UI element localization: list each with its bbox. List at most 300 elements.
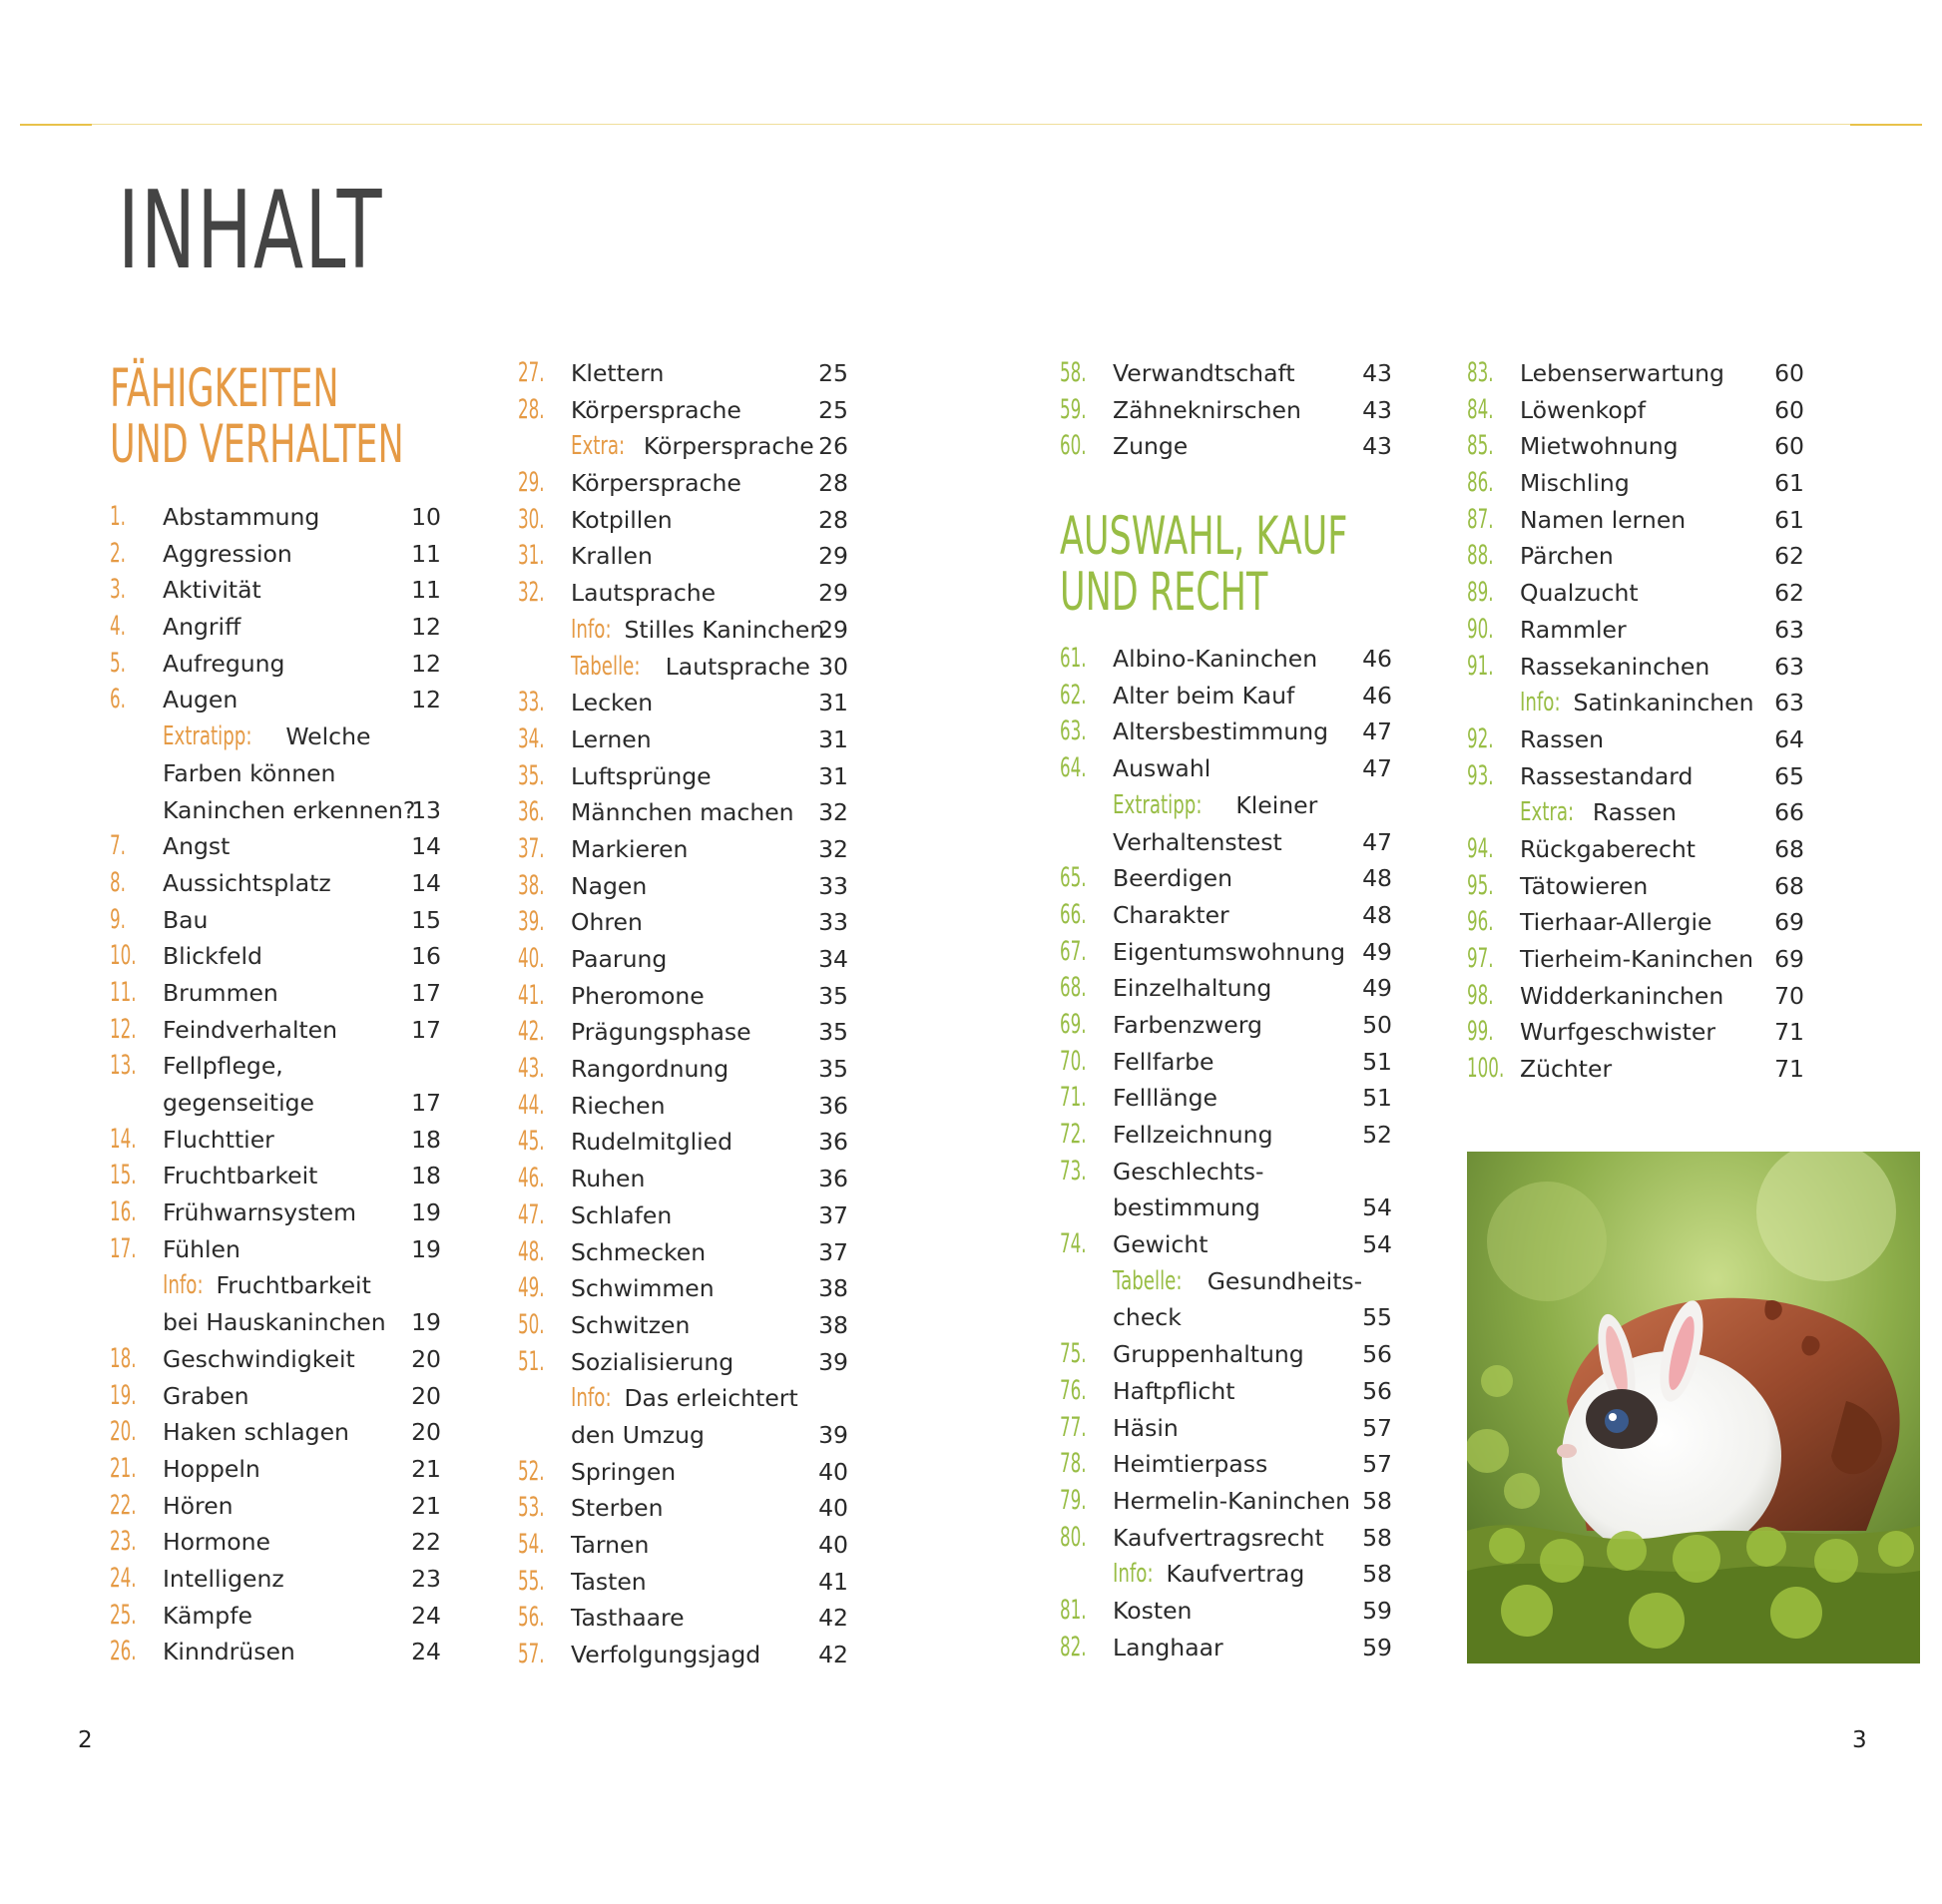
toc-entry-page: 57 [1362, 1413, 1392, 1442]
toc-entry-number: 75. [1060, 1338, 1087, 1370]
toc-entry-page: 59 [1362, 1633, 1392, 1662]
toc-entry-number: 49. [518, 1272, 545, 1304]
toc-entry-page: 58 [1362, 1486, 1392, 1515]
toc-entry-page: 28 [818, 469, 848, 498]
toc-entry [518, 502, 897, 539]
toc-entry-number: 42. [518, 1016, 545, 1048]
toc-entry-title: Fluchttier [163, 1125, 274, 1154]
toc-entry-title: Sozialisierung [571, 1347, 734, 1376]
toc-entry-page: 40 [818, 1457, 848, 1486]
toc-entry-number: 81. [1060, 1594, 1087, 1626]
toc-list-col3 [1060, 641, 1439, 1666]
page-title: INHALT [118, 169, 383, 293]
column-2 [518, 355, 897, 1673]
toc-entry-title: Abstammung [163, 503, 320, 531]
toc-entry [1060, 392, 1439, 429]
toc-entry [110, 718, 489, 755]
toc-entry-number: 23. [110, 1526, 137, 1558]
toc-entry-page: 12 [411, 613, 441, 642]
toc-list-col4 [1467, 355, 1846, 1088]
toc-entry-page: 69 [1774, 945, 1804, 973]
toc-entry-number: 16. [110, 1196, 137, 1228]
toc-entry [1467, 392, 1846, 429]
page-number-right: 3 [1852, 1727, 1867, 1753]
toc-entry-title: Rassekaninchen [1520, 652, 1710, 681]
toc-entry [1467, 831, 1846, 868]
toc-entry-page: 54 [1362, 1230, 1392, 1259]
toc-entry-number: 73. [1060, 1155, 1087, 1187]
toc-entry-prefix: Extratipp: [1113, 789, 1203, 820]
toc-entry [518, 1637, 897, 1673]
toc-entry [1467, 721, 1846, 758]
toc-entry [518, 428, 897, 465]
toc-entry-page: 24 [411, 1638, 441, 1666]
toc-entry-title: Aktivität [163, 576, 261, 605]
toc-entry-title: Langhaar [1113, 1633, 1223, 1662]
toc-entry-title: Fühlen [163, 1234, 241, 1263]
toc-entry-page: 32 [818, 798, 848, 827]
toc-entry-number: 46. [518, 1163, 545, 1194]
toc-entry-title: Kämpfe [163, 1601, 252, 1630]
toc-entry-number: 43. [518, 1053, 545, 1085]
toc-entry-title: Info: Fruchtbarkeit [163, 1267, 371, 1304]
toc-entry [518, 721, 897, 758]
toc-entry-title: Rangordnung [571, 1055, 729, 1084]
toc-entry-page: 31 [818, 724, 848, 753]
toc-entry-number: 45. [518, 1126, 545, 1158]
toc-entry [110, 792, 489, 829]
toc-entry [110, 609, 489, 646]
toc-entry-title: Züchter [1520, 1055, 1613, 1084]
toc-entry [110, 1304, 489, 1341]
toc-entry-page: 61 [1774, 469, 1804, 498]
toc-entry-title: Extratipp: Kleiner [1113, 787, 1317, 824]
toc-entry [110, 1488, 489, 1525]
toc-entry-page: 17 [411, 1089, 441, 1117]
toc-entry [518, 1564, 897, 1601]
toc-entry-number: 77. [1060, 1411, 1087, 1443]
toc-entry-page: 10 [411, 503, 441, 531]
toc-entry [1060, 1446, 1439, 1483]
toc-entry-page: 29 [818, 579, 848, 608]
toc-entry-page: 63 [1774, 689, 1804, 717]
toc-entry-page: 39 [818, 1347, 848, 1376]
toc-entry [110, 1561, 489, 1598]
toc-entry-number: 22. [110, 1489, 137, 1521]
toc-entry [1060, 1520, 1439, 1557]
toc-entry-page: 14 [411, 832, 441, 861]
toc-entry-number: 18. [110, 1342, 137, 1374]
toc-entry [1060, 678, 1439, 714]
toc-entry [1467, 794, 1846, 831]
toc-entry-page: 51 [1362, 1084, 1392, 1113]
toc-entry [110, 1194, 489, 1231]
toc-entry-title: Gruppenhaltung [1113, 1340, 1304, 1369]
toc-entry [1467, 428, 1846, 465]
toc-entry-number: 82. [1060, 1631, 1087, 1663]
toc-entry-page: 18 [411, 1125, 441, 1154]
toc-entry [518, 575, 897, 612]
section-heading-line: AUSWAHL, KAUF [1060, 506, 1348, 568]
toc-entry-page: 60 [1774, 395, 1804, 424]
toc-entry [1467, 685, 1846, 721]
toc-entry-title: Riechen [571, 1091, 666, 1120]
toc-entry [110, 1598, 489, 1635]
toc-entry-page: 17 [411, 978, 441, 1007]
toc-entry [1060, 1263, 1439, 1300]
toc-entry [1467, 502, 1846, 539]
column-4 [1467, 355, 1846, 1088]
toc-entry [1060, 787, 1439, 824]
toc-entry-title: Löwenkopf [1520, 395, 1646, 424]
toc-entry-prefix: Info: [571, 1383, 612, 1414]
toc-entry [518, 1417, 897, 1454]
toc-entry-title: Ohren [571, 908, 643, 937]
toc-entry [518, 1124, 897, 1161]
toc-entry-title: Info: Satinkaninchen [1520, 685, 1754, 721]
toc-entry-page: 42 [818, 1641, 848, 1669]
toc-entry-page: 50 [1362, 1010, 1392, 1039]
toc-entry [110, 938, 489, 975]
toc-list-col3-top [1060, 355, 1439, 465]
toc-entry [1467, 465, 1846, 502]
toc-entry-title: Brummen [163, 978, 278, 1007]
toc-entry-title: Zähneknirschen [1113, 395, 1301, 424]
toc-entry-title: Wurfgeschwister [1520, 1018, 1715, 1047]
toc-entry-number: 25. [110, 1599, 137, 1631]
toc-entry-title: Klettern [571, 359, 665, 387]
toc-entry [1060, 750, 1439, 787]
toc-entry-title: Qualzucht [1520, 579, 1639, 608]
toc-entry-page: 61 [1774, 505, 1804, 534]
toc-entry-title: Augen [163, 686, 239, 714]
toc-entry-page: 38 [818, 1274, 848, 1303]
toc-entry [110, 572, 489, 609]
toc-entry [1060, 824, 1439, 861]
toc-entry [1060, 1007, 1439, 1044]
toc-entry-number: 1. [110, 501, 126, 532]
toc-entry-title: gegenseitige [163, 1089, 314, 1117]
toc-entry-title: Tierhaar-Allergie [1520, 908, 1712, 937]
toc-entry-title: Männchen machen [571, 798, 794, 827]
toc-entry-title: Widderkaninchen [1520, 981, 1724, 1010]
toc-entry-number: 74. [1060, 1228, 1087, 1260]
toc-entry-page: 68 [1774, 834, 1804, 863]
toc-entry-title: Hoppeln [163, 1454, 260, 1483]
toc-entry-title: Info: Stilles Kaninchen [571, 612, 824, 649]
toc-entry-number: 40. [518, 943, 545, 974]
toc-entry-title: Extratipp: Welche [163, 718, 370, 755]
toc-entry-number: 99. [1467, 1016, 1494, 1048]
toc-entry-title: Kosten [1113, 1596, 1193, 1625]
toc-entry-title: Frühwarnsystem [163, 1198, 356, 1227]
toc-entry-title: Tasthaare [571, 1604, 685, 1633]
toc-entry-number: 35. [518, 759, 545, 791]
toc-entry-number: 84. [1467, 393, 1494, 425]
toc-entry-page: 29 [818, 615, 848, 644]
toc-entry [110, 1012, 489, 1049]
toc-entry-title: Eigentumswohnung [1113, 937, 1345, 966]
toc-entry [518, 1490, 897, 1527]
toc-entry-number: 7. [110, 830, 126, 862]
toc-entry-title: Verwandtschaft [1113, 359, 1295, 387]
toc-entry [110, 1414, 489, 1451]
toc-entry-title: bestimmung [1113, 1193, 1260, 1222]
toc-entry-number: 21. [110, 1452, 137, 1484]
toc-list-col1 [110, 499, 489, 1670]
toc-entry-number: 19. [110, 1379, 137, 1411]
toc-entry-title: Geschlechts- [1113, 1157, 1264, 1186]
toc-entry-prefix: Extratipp: [163, 721, 252, 752]
toc-entry [518, 392, 897, 429]
toc-entry-page: 62 [1774, 542, 1804, 571]
toc-entry-number: 63. [1060, 715, 1087, 747]
toc-entry-number: 33. [518, 687, 545, 718]
toc-entry [1060, 1593, 1439, 1630]
toc-entry-number: 87. [1467, 503, 1494, 535]
section-heading-auswahl [1060, 506, 1348, 624]
toc-entry-title: Altersbestimmung [1113, 717, 1329, 746]
toc-entry-page: 25 [818, 395, 848, 424]
toc-entry-number: 69. [1060, 1008, 1087, 1040]
toc-entry-number: 64. [1060, 752, 1087, 784]
toc-entry-page: 40 [818, 1494, 848, 1523]
toc-entry [110, 1634, 489, 1670]
toc-entry-page: 56 [1362, 1376, 1392, 1405]
toc-entry-title: Schwitzen [571, 1310, 691, 1339]
toc-entry-page: 46 [1362, 681, 1392, 710]
toc-entry-page: 13 [411, 795, 441, 824]
toc-entry-page: 15 [411, 905, 441, 934]
toc-entry-page: 19 [411, 1198, 441, 1227]
toc-entry-title: Rückgaberecht [1520, 834, 1697, 863]
toc-entry-number: 6. [110, 684, 126, 715]
toc-entry [1060, 897, 1439, 934]
toc-entry-number: 92. [1467, 722, 1494, 754]
toc-entry-page: 52 [1362, 1121, 1392, 1149]
toc-entry [1467, 575, 1846, 612]
toc-entry-page: 47 [1362, 754, 1392, 783]
toc-entry-title: Gewicht [1113, 1230, 1209, 1259]
toc-entry-title: Graben [163, 1381, 249, 1410]
toc-entry-page: 46 [1362, 645, 1392, 674]
toc-entry-title: Farbenzwerg [1113, 1010, 1262, 1039]
toc-entry [1467, 868, 1846, 905]
toc-entry-page: 20 [411, 1344, 441, 1373]
toc-entry-title: Tasten [571, 1567, 647, 1596]
toc-entry [518, 1051, 897, 1088]
toc-entry-title: Hormone [163, 1528, 270, 1557]
toc-entry-number: 78. [1060, 1448, 1087, 1480]
section-heading-faehigkeiten [110, 358, 404, 475]
toc-entry-number: 71. [1060, 1082, 1087, 1114]
toc-entry-page: 71 [1774, 1018, 1804, 1047]
toc-entry-page: 43 [1362, 432, 1392, 461]
toc-entry [518, 1234, 897, 1271]
toc-entry-title: Kotpillen [571, 505, 673, 534]
toc-entry-title: Tierheim-Kaninchen [1520, 945, 1754, 973]
toc-entry-number: 24. [110, 1562, 137, 1594]
toc-entry-number: 70. [1060, 1045, 1087, 1077]
toc-entry [1467, 904, 1846, 941]
toc-entry-number: 13. [110, 1050, 137, 1082]
toc-entry [518, 794, 897, 831]
toc-entry-number: 2. [110, 537, 126, 569]
toc-entry-page: 18 [411, 1162, 441, 1190]
toc-entry [1467, 1014, 1846, 1051]
page-number-left: 2 [78, 1727, 93, 1753]
toc-entry-page: 11 [411, 576, 441, 605]
toc-entry-title: Zunge [1113, 432, 1189, 461]
toc-entry [518, 1600, 897, 1637]
toc-entry-page: 16 [411, 942, 441, 971]
toc-entry-number: 93. [1467, 759, 1494, 791]
toc-entry-page: 23 [411, 1564, 441, 1593]
toc-entry [518, 1197, 897, 1234]
toc-entry [110, 865, 489, 902]
toc-entry-page: 51 [1362, 1047, 1392, 1076]
toc-entry-title: Tätowieren [1520, 871, 1649, 900]
toc-entry-page: 19 [411, 1234, 441, 1263]
toc-entry-prefix: Info: [571, 614, 612, 645]
toc-entry [518, 538, 897, 575]
toc-entry [1060, 1117, 1439, 1154]
toc-entry-page: 32 [818, 834, 848, 863]
toc-entry-page: 20 [411, 1381, 441, 1410]
toc-entry-title: Feindverhalten [163, 1015, 338, 1044]
toc-entry-page: 11 [411, 539, 441, 568]
toc-entry-page: 35 [818, 981, 848, 1010]
toc-entry [110, 1085, 489, 1122]
toc-entry [110, 1122, 489, 1159]
toc-entry [518, 758, 897, 795]
toc-entry-number: 50. [518, 1308, 545, 1340]
toc-entry-page: 59 [1362, 1596, 1392, 1625]
toc-entry-page: 42 [818, 1604, 848, 1633]
toc-entry [1060, 355, 1439, 392]
toc-entry-page: 35 [818, 1018, 848, 1047]
toc-entry-number: 26. [110, 1636, 137, 1667]
toc-entry-title: Kaninchen erkennen? [163, 795, 416, 824]
toc-entry-number: 88. [1467, 540, 1494, 572]
toc-entry-page: 38 [818, 1310, 848, 1339]
toc-entry-title: Fellpflege, [163, 1052, 283, 1081]
toc-entry-number: 91. [1467, 650, 1494, 682]
toc-entry-number: 85. [1467, 430, 1494, 462]
toc-entry-number: 94. [1467, 832, 1494, 864]
toc-entry [110, 975, 489, 1012]
toc-entry-page: 70 [1774, 981, 1804, 1010]
toc-entry-number: 100. [1467, 1053, 1505, 1085]
toc-entry [110, 902, 489, 939]
toc-entry [110, 755, 489, 792]
toc-entry [1060, 714, 1439, 750]
toc-entry [1060, 934, 1439, 971]
toc-entry [518, 831, 897, 868]
toc-entry [518, 1307, 897, 1344]
toc-entry [518, 941, 897, 978]
toc-entry [110, 499, 489, 536]
toc-entry-page: 58 [1362, 1560, 1392, 1589]
toc-entry-title: Charakter [1113, 900, 1229, 929]
toc-entry-title: Info: Kaufvertrag [1113, 1556, 1304, 1593]
toc-entry-number: 47. [518, 1198, 545, 1230]
toc-entry-number: 30. [518, 503, 545, 535]
toc-entry-page: 36 [818, 1128, 848, 1157]
toc-entry-number: 32. [518, 577, 545, 609]
toc-entry-page: 62 [1774, 579, 1804, 608]
toc-entry [1060, 1044, 1439, 1081]
toc-entry-page: 35 [818, 1055, 848, 1084]
toc-entry-page: 30 [818, 652, 848, 681]
toc-entry-number: 79. [1060, 1484, 1087, 1516]
toc-entry-page: 31 [818, 689, 848, 717]
toc-entry [110, 1524, 489, 1561]
toc-entry-page: 14 [411, 868, 441, 897]
toc-entry-prefix: Info: [1113, 1559, 1154, 1590]
toc-entry [110, 1378, 489, 1415]
toc-entry-number: 95. [1467, 869, 1494, 901]
toc-entry [1467, 978, 1846, 1015]
section-heading-line: UND VERHALTEN [110, 414, 404, 475]
toc-entry-title: Aggression [163, 539, 292, 568]
section-heading-line: UND RECHT [1060, 562, 1268, 624]
toc-entry-number: 8. [110, 866, 126, 898]
toc-entry-title: Aussichtsplatz [163, 868, 331, 897]
toc-entry-number: 52. [518, 1455, 545, 1487]
toc-entry-title: Farben können [163, 758, 336, 787]
toc-entry [1060, 1154, 1439, 1190]
toc-entry-number: 72. [1060, 1119, 1087, 1150]
toc-entry-title: Körpersprache [571, 395, 741, 424]
toc-entry-number: 67. [1060, 935, 1087, 967]
toc-entry-page: 43 [1362, 395, 1392, 424]
toc-entry-title: bei Hauskaninchen [163, 1308, 386, 1337]
toc-entry-number: 61. [1060, 643, 1087, 675]
toc-entry-page: 22 [411, 1528, 441, 1557]
toc-entry-title: Intelligenz [163, 1564, 284, 1593]
toc-entry-title: Rudelmitglied [571, 1128, 733, 1157]
toc-entry-page: 47 [1362, 827, 1392, 856]
toc-entry-number: 65. [1060, 862, 1087, 894]
toc-entry-title: Fruchtbarkeit [163, 1162, 318, 1190]
toc-entry-title: Schmecken [571, 1237, 707, 1266]
toc-entry-prefix: Info: [1520, 688, 1561, 718]
toc-entry-title: Geschwindigkeit [163, 1344, 355, 1373]
toc-entry [110, 536, 489, 573]
toc-entry [518, 1344, 897, 1381]
toc-entry-page: 25 [818, 359, 848, 387]
toc-entry-number: 39. [518, 906, 545, 938]
toc-entry-number: 98. [1467, 979, 1494, 1011]
bunny-in-clay-pot-photo [1467, 1152, 1920, 1664]
toc-entry-number: 5. [110, 647, 126, 679]
toc-entry-number: 76. [1060, 1374, 1087, 1406]
toc-entry [110, 1267, 489, 1304]
toc-entry-title: Fellfarbe [1113, 1047, 1214, 1076]
toc-entry-number: 68. [1060, 972, 1087, 1004]
toc-entry-number: 86. [1467, 467, 1494, 499]
toc-entry-title: Pheromone [571, 981, 705, 1010]
toc-entry-title: Rassen [1520, 724, 1605, 753]
toc-entry-number: 36. [518, 796, 545, 828]
toc-entry-number: 9. [110, 903, 126, 935]
toc-entry-title: Lernen [571, 724, 652, 753]
toc-entry-title: Bau [163, 905, 209, 934]
toc-entry-title: Blickfeld [163, 942, 262, 971]
toc-entry [1060, 970, 1439, 1007]
toc-entry [1060, 1299, 1439, 1336]
